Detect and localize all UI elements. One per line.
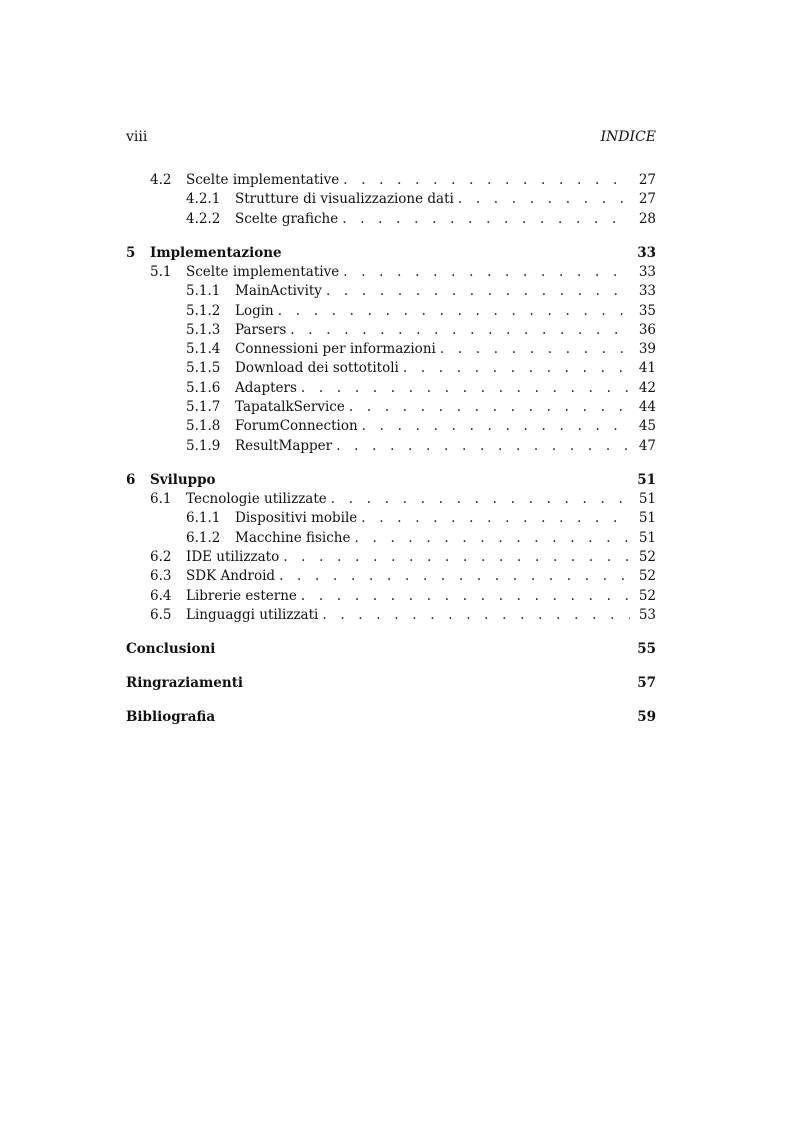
toc-entry-section[interactable] bbox=[126, 490, 656, 509]
toc-entry-number: 6 bbox=[126, 471, 136, 488]
toc-entry-title: Implementazione bbox=[150, 244, 282, 261]
dot-leader bbox=[458, 190, 630, 209]
toc-entry-number: 5.1 bbox=[150, 263, 172, 280]
toc-entry-page: 33 bbox=[637, 244, 656, 261]
toc-entry-number: 5 bbox=[126, 244, 136, 261]
toc-entry-title: Tecnologie utilizzate bbox=[186, 491, 327, 508]
toc-entry-page: 27 bbox=[638, 191, 656, 208]
toc-entry-number: 5.1.3 bbox=[186, 321, 221, 338]
toc-entry-section[interactable] bbox=[126, 606, 656, 625]
toc-entry-title: Scelte grafiche bbox=[235, 210, 339, 227]
dot-leader bbox=[326, 282, 630, 301]
running-title: INDICE bbox=[600, 129, 656, 145]
toc-entry-page: 52 bbox=[638, 587, 656, 604]
toc-entry-title: Adapters bbox=[235, 379, 297, 396]
toc-entry-number: 4.2.2 bbox=[186, 210, 221, 227]
dot-leader bbox=[440, 340, 630, 359]
toc-entry-chapter[interactable] bbox=[126, 471, 656, 490]
toc-entry-title: Sviluppo bbox=[150, 471, 216, 488]
toc-entry-page: 51 bbox=[638, 529, 656, 546]
dot-leader bbox=[290, 321, 630, 340]
toc-entry-subsection[interactable] bbox=[126, 359, 656, 378]
toc-entry-page: 51 bbox=[637, 471, 656, 488]
toc-entry-title: Connessioni per informazioni bbox=[235, 341, 436, 358]
toc-entry-subsection[interactable] bbox=[126, 379, 656, 398]
toc-entry-chapter[interactable] bbox=[126, 640, 656, 659]
toc-entry-number: 6.1.2 bbox=[186, 529, 221, 546]
toc-entry-page: 28 bbox=[638, 210, 656, 227]
toc-entry-page: 36 bbox=[638, 321, 656, 338]
toc-entry-number: 5.1.7 bbox=[186, 399, 221, 416]
toc-entry-page: 59 bbox=[637, 709, 656, 726]
toc-entry-section[interactable] bbox=[126, 263, 656, 282]
toc-entry-subsection[interactable] bbox=[126, 509, 656, 528]
dot-leader bbox=[403, 359, 630, 378]
toc-entry-title: Linguaggi utilizzati bbox=[186, 606, 319, 623]
toc-entry-number: 6.1.1 bbox=[186, 510, 221, 527]
toc-entry-section[interactable] bbox=[126, 171, 656, 190]
toc-entry-title: TapatalkService bbox=[235, 399, 345, 416]
toc-entry-title: Macchine fisiche bbox=[235, 529, 351, 546]
dot-leader bbox=[349, 398, 630, 417]
toc-entry-title: Download dei sottotitoli bbox=[235, 360, 399, 377]
toc-entry-subsection[interactable] bbox=[126, 417, 656, 436]
dot-leader bbox=[278, 302, 630, 321]
toc-entry-title: Librerie esterne bbox=[186, 587, 297, 604]
toc-entry-page: 51 bbox=[638, 510, 656, 527]
toc-entry-section[interactable] bbox=[126, 567, 656, 586]
dot-leader bbox=[361, 509, 630, 528]
toc-entry-chapter[interactable] bbox=[126, 244, 656, 263]
toc-entry-number: 4.2.1 bbox=[186, 191, 221, 208]
toc-entry-title: ForumConnection bbox=[235, 418, 358, 435]
toc-entry-number: 5.1.6 bbox=[186, 379, 221, 396]
toc-entry-title: Dispositivi mobile bbox=[235, 510, 358, 527]
dot-leader bbox=[362, 417, 630, 436]
toc-entry-page: 44 bbox=[638, 399, 656, 416]
toc-entry-page: 51 bbox=[638, 491, 656, 508]
toc-entry-subsection[interactable] bbox=[126, 210, 656, 229]
toc-entry-subsection[interactable] bbox=[126, 282, 656, 301]
toc-entry-title: IDE utilizzato bbox=[186, 548, 280, 565]
toc-entry-chapter[interactable] bbox=[126, 708, 656, 727]
dot-leader bbox=[322, 606, 630, 625]
dot-leader bbox=[283, 548, 630, 567]
toc-entry-subsection[interactable] bbox=[126, 437, 656, 456]
toc-entry-subsection[interactable] bbox=[126, 398, 656, 417]
toc-entry-number: 6.4 bbox=[150, 587, 172, 604]
toc-entry-chapter[interactable] bbox=[126, 674, 656, 693]
toc-entry-page: 47 bbox=[638, 437, 656, 454]
dot-leader bbox=[279, 567, 630, 586]
toc-entry-page: 39 bbox=[638, 341, 656, 358]
toc-entry-title: Bibliografia bbox=[126, 709, 216, 726]
dot-leader bbox=[342, 210, 630, 229]
dot-leader bbox=[336, 437, 630, 456]
toc-entry-number: 5.1.2 bbox=[186, 302, 221, 319]
page-header bbox=[126, 129, 656, 145]
toc-entry-page: 57 bbox=[637, 675, 656, 692]
toc-entry-section[interactable] bbox=[126, 548, 656, 567]
toc-entry-title: ResultMapper bbox=[235, 437, 333, 454]
toc-entry-subsection[interactable] bbox=[126, 302, 656, 321]
toc-entry-page: 33 bbox=[638, 263, 656, 280]
toc-entry-subsection[interactable] bbox=[126, 321, 656, 340]
table-of-contents bbox=[126, 171, 656, 727]
toc-entry-number: 5.1.1 bbox=[186, 283, 221, 300]
dot-leader bbox=[354, 529, 630, 548]
toc-entry-page: 35 bbox=[638, 302, 656, 319]
toc-entry-subsection[interactable] bbox=[126, 529, 656, 548]
dot-leader bbox=[343, 263, 630, 282]
toc-entry-number: 6.3 bbox=[150, 568, 172, 585]
dot-leader bbox=[301, 379, 630, 398]
toc-entry-page: 42 bbox=[638, 379, 656, 396]
toc-entry-number: 5.1.8 bbox=[186, 418, 221, 435]
toc-entry-title: Strutture di visualizzazione dati bbox=[235, 191, 454, 208]
toc-entry-title: Parsers bbox=[235, 321, 287, 338]
toc-entry-number: 4.2 bbox=[150, 172, 172, 188]
toc-entry-page: 52 bbox=[638, 568, 656, 585]
toc-entry-number: 6.1 bbox=[150, 491, 172, 508]
toc-entry-page: 53 bbox=[638, 606, 656, 623]
toc-entry-page: 52 bbox=[638, 548, 656, 565]
toc-entry-number: 5.1.5 bbox=[186, 360, 221, 377]
page-number: viii bbox=[126, 129, 148, 145]
toc-entry-page: 27 bbox=[638, 172, 656, 188]
toc-entry-page: 33 bbox=[638, 283, 656, 300]
toc-entry-title: Ringraziamenti bbox=[126, 675, 244, 692]
dot-leader bbox=[331, 490, 630, 509]
toc-entry-title: SDK Android bbox=[186, 568, 276, 585]
toc-entry-title: Conclusioni bbox=[126, 640, 216, 657]
toc-entry-number: 6.5 bbox=[150, 606, 172, 623]
toc-entry-section[interactable] bbox=[126, 587, 656, 606]
toc-entry-subsection[interactable] bbox=[126, 190, 656, 209]
toc-entry-title: MainActivity bbox=[235, 283, 322, 300]
toc-entry-title: Scelte implementative bbox=[186, 172, 340, 188]
toc-entry-page: 55 bbox=[637, 640, 656, 657]
toc-entry-subsection[interactable] bbox=[126, 340, 656, 359]
toc-entry-number: 5.1.9 bbox=[186, 437, 221, 454]
toc-entry-number: 6.2 bbox=[150, 548, 172, 565]
dot-leader bbox=[301, 587, 630, 606]
toc-entry-number: 5.1.4 bbox=[186, 341, 221, 358]
dot-leader bbox=[343, 171, 630, 190]
toc-entry-page: 45 bbox=[638, 418, 656, 435]
toc-entry-title: Login bbox=[235, 302, 274, 319]
toc-entry-page: 41 bbox=[638, 360, 656, 377]
toc-entry-title: Scelte implementative bbox=[186, 263, 340, 280]
